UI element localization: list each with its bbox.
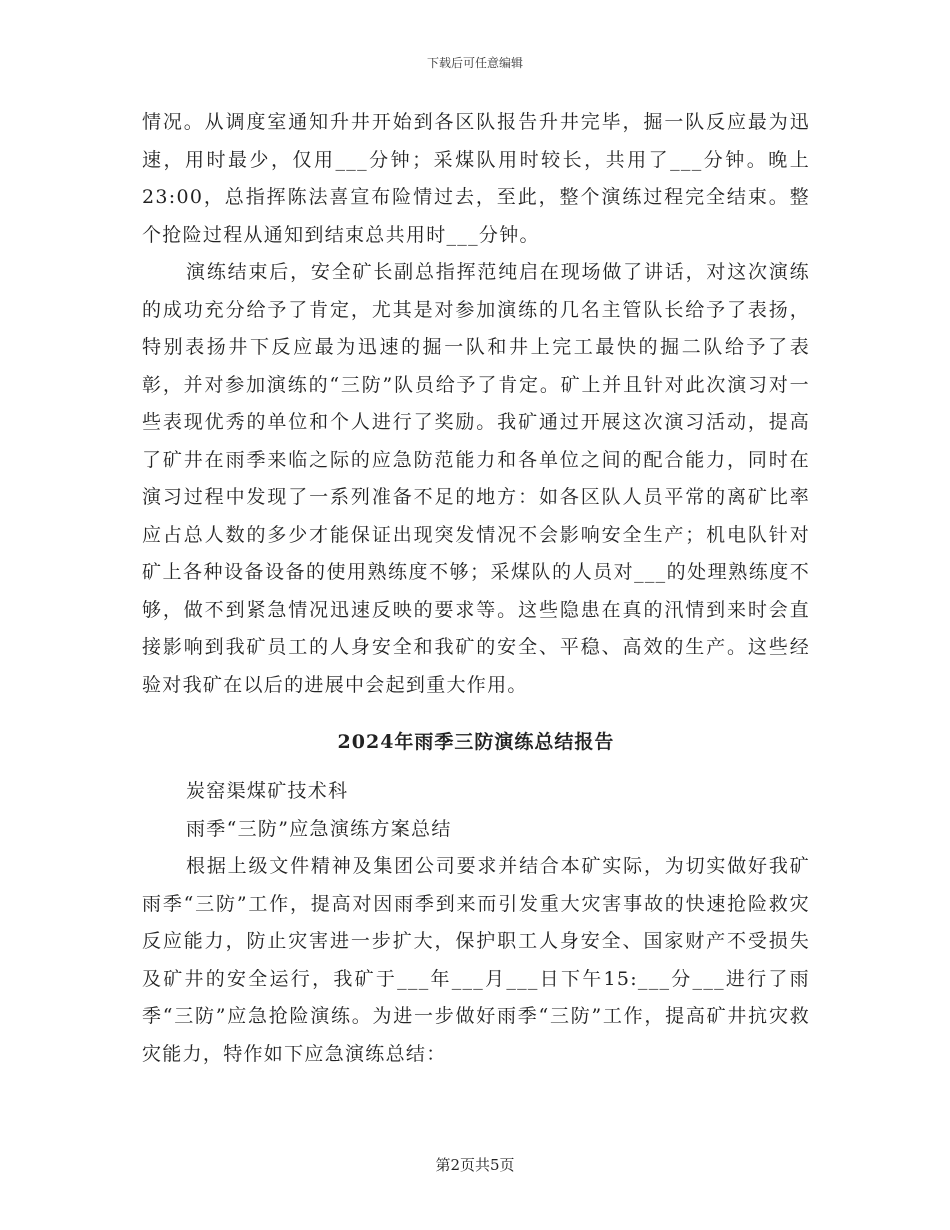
document-body (142, 104, 810, 1073)
paragraph-plan-title: 雨季“三防”应急演练方案总结 (186, 817, 452, 840)
page-number: 第2页共5页 (435, 1156, 515, 1174)
paragraph-department: 炭窑渠煤矿技术科 (186, 780, 349, 802)
paragraph-drill-summary: 演练结束后，安全矿长副总指挥范纯启在现场做了讲话，对这次演练的成功充分给予了肯定，尤其是对参加演练的几名主管队长给予了表扬，特别表扬井下反应最为迅速的掘一队和井上完工最快的掘二队给予了表彰，并对参加演练的“三防”队员给予了肯定。矿上并且针对此次演习对一些表现优秀的单位和个人进行了奖励。我矿通过开展这次演习活动，提高了矿井在雨季来临之际的应急防范能力和各单位之间的配合能力，同时在演习过程中发现了一系列准备不足的地方：如各区队人员平常的离矿比率应占总人数的多少才能保证出现突发情况不会影响安全生产；机电队针对矿上各种设备设备的使用熟练度不够；采煤队的人员对___的处理熟练度不够，做不到紧急情况迅速反映的要求等。这些隐患在真的汛情到来时会直接影响到我矿员工的人身安全和我矿的安全、平稳、高效的生产。这些经验对我矿在以后的进展中会起到重大作用。 (142, 261, 810, 696)
paragraph-continuation: 情况。从调度室通知升井开始到各区队报告升井完毕，掘一队反应最为迅速，用时最少，仅用___分钟；采煤队用时较长，共用了___分钟。晚上23:00，总指挥陈法喜宣布险情过去，至此，整个演练过程完全结束。整个抢险过程从通知到结束总共用时___分钟。 (142, 111, 810, 246)
page-header-note: 下载后可任意编辑 (426, 56, 523, 70)
paragraph-introduction: 根据上级文件精神及集团公司要求并结合本矿实际，为切实做好我矿雨季“三防”工作，提高对因雨季到来而引发重大灾害事故的快速抢险救灾反应能力，防止灾害进一步扩大，保护职工人身安全、国家财产不受损失及矿井的安全运行，我矿于___年___月___日下午15:___分___进行了雨季“三防”应急抢险演练。为进一步做好雨季“三防”工作，提高矿井抗灾救灾能力，特作如下应急演练总结： (142, 855, 810, 1065)
section-title: 2024年雨季三防演练总结报告 (337, 731, 615, 753)
